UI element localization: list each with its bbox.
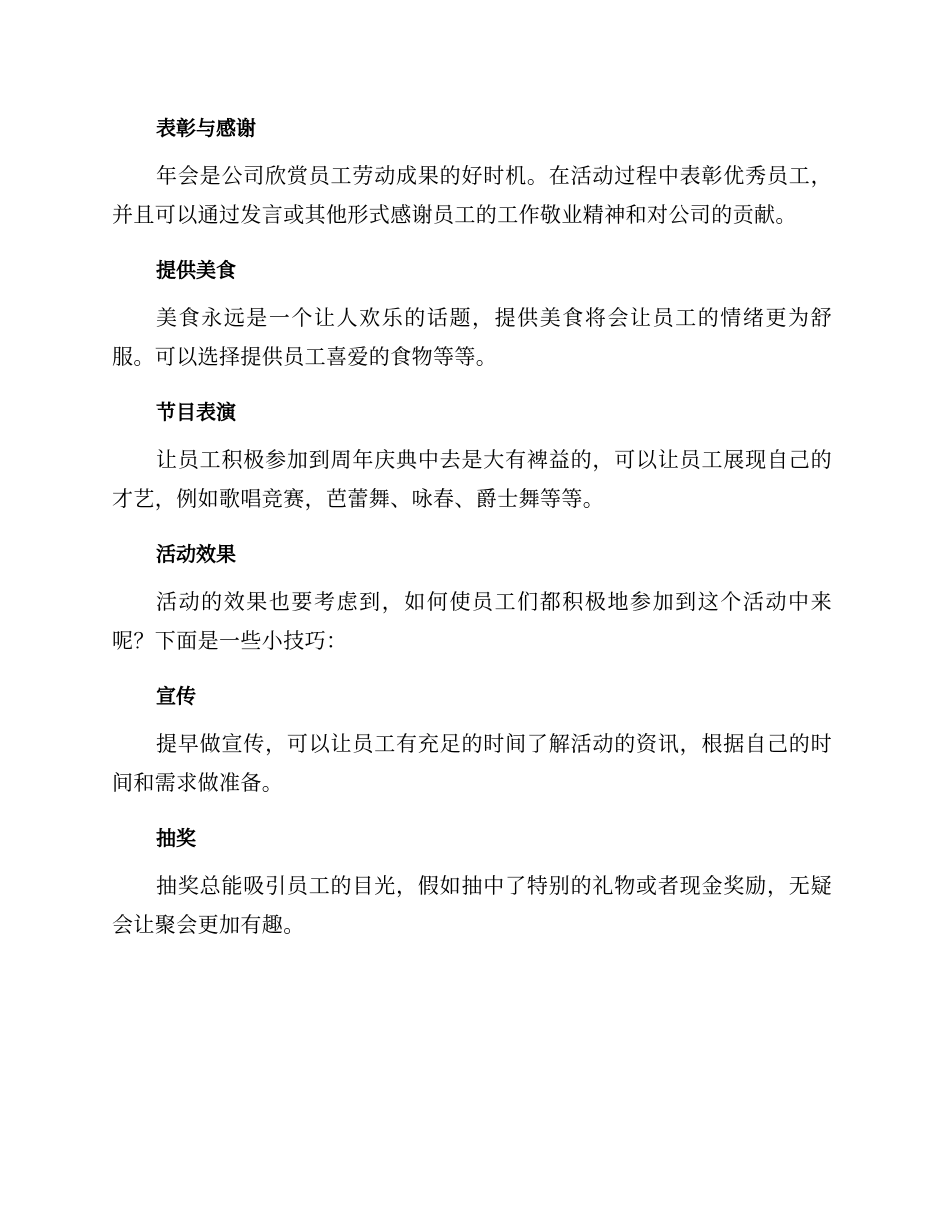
section-heading: 表彰与感谢 bbox=[156, 116, 256, 140]
section-recognition bbox=[112, 113, 832, 235]
section-paragraph: 抽奖总能吸引员工的目光，假如抽中了特别的礼物或者现金奖励，无疑会让聚会更加有趣。 bbox=[112, 874, 832, 937]
section-promotion bbox=[112, 681, 832, 803]
section-paragraph: 活动的效果也要考虑到，如何使员工们都积极地参加到这个活动中来呢？下面是一些小技巧： bbox=[112, 590, 832, 653]
section-performance bbox=[112, 397, 832, 519]
section-paragraph: 年会是公司欣赏员工劳动成果的好时机。在活动过程中表彰优秀员工，并且可以通过发言或其他形式感谢员工的工作敬业精神和对公司的贡献。 bbox=[112, 164, 832, 227]
section-paragraph: 美食永远是一个让人欢乐的话题，提供美食将会让员工的情绪更为舒服。可以选择提供员工喜爱的食物等等。 bbox=[112, 306, 832, 369]
section-heading: 提供美食 bbox=[156, 258, 236, 282]
section-food bbox=[112, 255, 832, 377]
section-paragraph: 提早做宣传，可以让员工有充足的时间了解活动的资讯，根据自己的时间和需求做准备。 bbox=[112, 732, 832, 795]
document-body bbox=[112, 113, 832, 945]
section-effect bbox=[112, 539, 832, 661]
section-heading: 抽奖 bbox=[156, 826, 196, 850]
section-paragraph: 让员工积极参加到周年庆典中去是大有裨益的，可以让员工展现自己的才艺，例如歌唱竞赛，芭蕾舞、咏春、爵士舞等等。 bbox=[112, 448, 832, 511]
section-heading: 节目表演 bbox=[156, 400, 236, 424]
section-lottery bbox=[112, 823, 832, 945]
section-heading: 活动效果 bbox=[156, 542, 236, 566]
section-heading: 宣传 bbox=[156, 684, 196, 708]
